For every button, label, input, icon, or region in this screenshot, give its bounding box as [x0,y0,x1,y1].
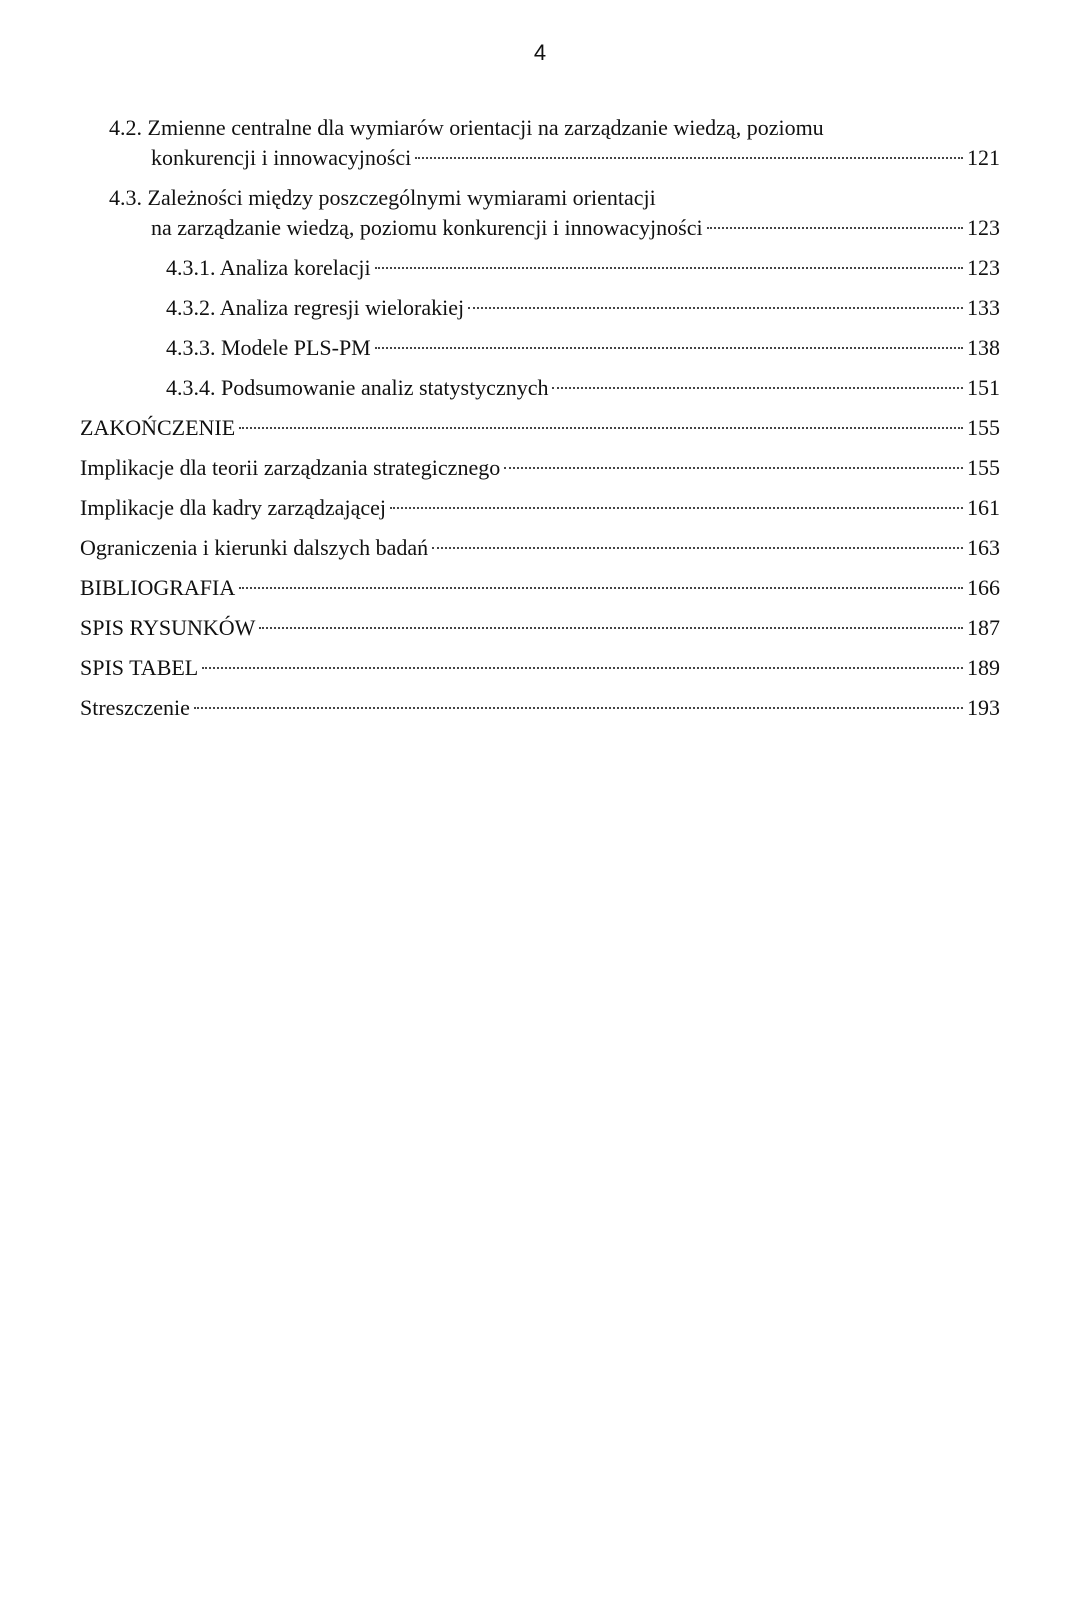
toc-entry[interactable] [80,413,1000,443]
toc-entry-page-number: 123 [967,215,1000,240]
toc-entry[interactable] [80,573,1000,603]
toc-entry-page-number: 189 [967,655,1000,680]
toc-entry-title: BIBLIOGRAFIA [80,575,236,600]
toc-entry-page-number: 155 [967,415,1000,440]
toc-entry[interactable] [80,453,1000,483]
toc-entry-line [80,613,1000,643]
toc-entry-line [80,453,1000,483]
toc-entry-line [166,333,1000,363]
toc-entry[interactable] [80,613,1000,643]
table-of-contents [80,113,1000,733]
toc-entry-title-line: 4.3. Zależności między poszczególnymi wymiarami orientacji [109,185,656,210]
toc-entry[interactable] [80,493,1000,523]
toc-entry-title-line: 4.2. Zmienne centralne dla wymiarów orientacji na zarządzanie wiedzą, poziomu [109,115,824,140]
dot-leader [202,667,963,669]
toc-entry-title: ZAKOŃCZENIE [80,415,236,440]
toc-entry-page-number: 163 [967,535,1000,560]
toc-entry[interactable] [80,253,1000,283]
toc-entry-title: na zarządzanie wiedzą, poziomu konkurencji i innowacyjności [151,215,703,240]
toc-entry-page-number: 151 [967,375,1000,400]
dot-leader [239,587,963,589]
toc-entry-title: 4.3.3. Modele PLS-PM [166,335,371,360]
toc-entry-title: Implikacje dla teorii zarządzania strategicznego [80,455,501,480]
toc-entry-page-number: 138 [967,335,1000,360]
toc-entry-title: 4.3.4. Podsumowanie analiz statystycznych [166,375,549,400]
toc-entry-title: konkurencji i innowacyjności [151,145,412,170]
dot-leader [375,267,963,269]
toc-entry-page-number: 133 [967,295,1000,320]
dot-leader [707,227,963,229]
toc-entry[interactable] [80,653,1000,683]
toc-entry-page-number: 155 [967,455,1000,480]
toc-entry-line [80,533,1000,563]
toc-entry[interactable] [80,183,1000,243]
toc-entry-page-number: 193 [967,695,1000,720]
toc-entry-line [80,693,1000,723]
toc-entry-line [166,253,1000,283]
toc-entry[interactable] [80,333,1000,363]
toc-entry[interactable] [80,533,1000,563]
dot-leader [415,157,963,159]
dot-leader [432,547,963,549]
dot-leader [194,707,963,709]
toc-entry-line [166,373,1000,403]
toc-entry-title: 4.3.1. Analiza korelacji [166,255,371,280]
toc-entry[interactable] [80,113,1000,173]
toc-entry[interactable] [80,293,1000,323]
toc-entry-title: Implikacje dla kadry zarządzającej [80,495,386,520]
dot-leader [552,387,963,389]
toc-entry-title: Ograniczenia i kierunki dalszych badań [80,535,429,560]
toc-entry-title: SPIS RYSUNKÓW [80,615,256,640]
page-number: 4 [533,40,547,65]
toc-entry-line [80,413,1000,443]
toc-entry-line [80,653,1000,683]
dot-leader [259,627,963,629]
dot-leader [375,347,963,349]
toc-entry-page-number: 187 [967,615,1000,640]
toc-entry-line [109,213,1000,243]
toc-entry-page-number: 123 [967,255,1000,280]
toc-entry-page-number: 161 [967,495,1000,520]
toc-entry[interactable] [80,693,1000,723]
dot-leader [468,307,963,309]
toc-entry-title: 4.3.2. Analiza regresji wielorakiej [166,295,465,320]
dot-leader [504,467,963,469]
toc-entry-title: SPIS TABEL [80,655,199,680]
toc-entry-line [80,573,1000,603]
toc-entry[interactable] [80,373,1000,403]
toc-entry-line [80,493,1000,523]
toc-entry-page-number: 166 [967,575,1000,600]
toc-entry-line [166,293,1000,323]
toc-entry-title: Streszczenie [80,695,190,720]
toc-entry-line [109,143,1000,173]
dot-leader [390,507,963,509]
toc-entry-page-number: 121 [967,145,1000,170]
dot-leader [239,427,963,429]
